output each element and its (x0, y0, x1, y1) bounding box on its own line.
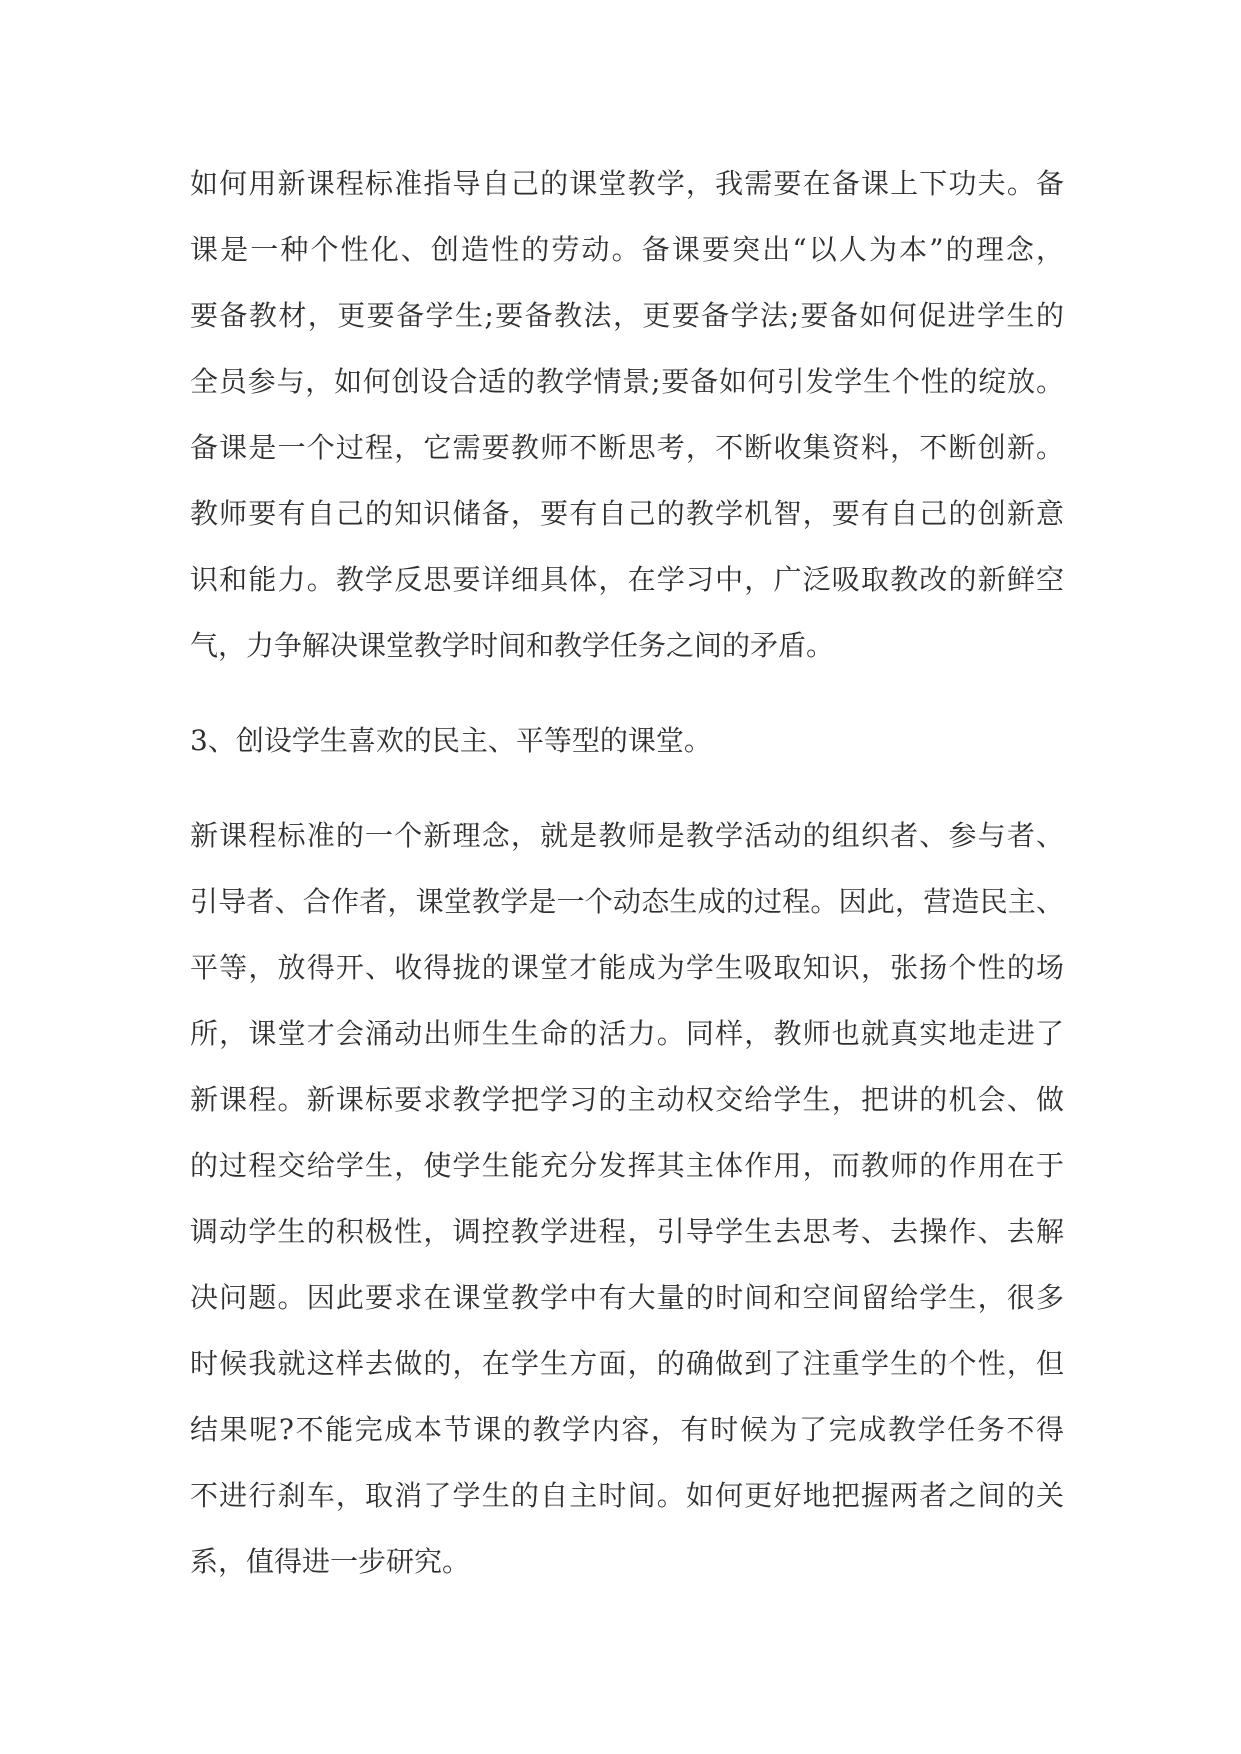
paragraph-line: 气，力争解决课堂教学时间和教学任务之间的矛盾。 (190, 629, 835, 662)
paragraph-democratic-classroom (190, 803, 1064, 1595)
paragraph-line: 所，课堂才会涌动出师生生命的活力。同样，教师也就真实地走进了 (190, 1017, 1064, 1050)
paragraph-line: 如何用新课程标准指导自己的课堂教学，我需要在备课上下功夫。备 (190, 167, 1064, 200)
document-body (190, 151, 1064, 1624)
paragraph-lesson-preparation (190, 151, 1064, 679)
paragraph-line: 引导者、合作者，课堂教学是一个动态生成的过程。因此，营造民主、 (190, 885, 1064, 918)
paragraph-line: 不进行刹车，取消了学生的自主时间。如何更好地把握两者之间的关 (190, 1479, 1064, 1512)
paragraph-line: 平等，放得开、收得拢的课堂才能成为学生吸取知识，张扬个性的场 (190, 951, 1064, 984)
paragraph-line: 结果呢?不能完成本节课的教学内容，有时候为了完成教学任务不得 (190, 1413, 1064, 1446)
paragraph-line: 新课程标准的一个新理念，就是教师是教学活动的组织者、参与者、 (190, 819, 1064, 852)
paragraph-line: 新课程。新课标要求教学把学习的主动权交给学生，把讲的机会、做 (190, 1083, 1064, 1116)
paragraph-line: 决问题。因此要求在课堂教学中有大量的时间和空间留给学生，很多 (190, 1281, 1064, 1314)
paragraph-line: 时候我就这样去做的，在学生方面，的确做到了注重学生的个性，但 (190, 1347, 1064, 1380)
section-heading (190, 708, 1064, 774)
paragraph-line: 识和能力。教学反思要详细具体，在学习中，广泛吸取教改的新鲜空 (190, 563, 1064, 596)
paragraph-line: 全员参与，如何创设合适的教学情景;要备如何引发学生个性的绽放。 (190, 365, 1064, 398)
paragraph-line: 调动学生的积极性，调控教学进程，引导学生去思考、去操作、去解 (190, 1215, 1064, 1248)
section-heading-text: 3、创设学生喜欢的民主、平等型的课堂。 (190, 724, 712, 757)
paragraph-line: 的过程交给学生，使学生能充分发挥其主体作用，而教师的作用在于 (190, 1149, 1064, 1182)
paragraph-line: 课是一种个性化、创造性的劳动。备课要突出“以人为本”的理念， (190, 233, 1064, 266)
paragraph-line: 要备教材，更要备学生;要备教法，更要备学法;要备如何促进学生的 (190, 299, 1064, 332)
paragraph-line: 系，值得进一步研究。 (190, 1545, 471, 1578)
paragraph-line: 备课是一个过程，它需要教师不断思考，不断收集资料，不断创新。 (190, 431, 1064, 464)
paragraph-line: 教师要有自己的知识储备，要有自己的教学机智，要有自己的创新意 (190, 497, 1064, 530)
